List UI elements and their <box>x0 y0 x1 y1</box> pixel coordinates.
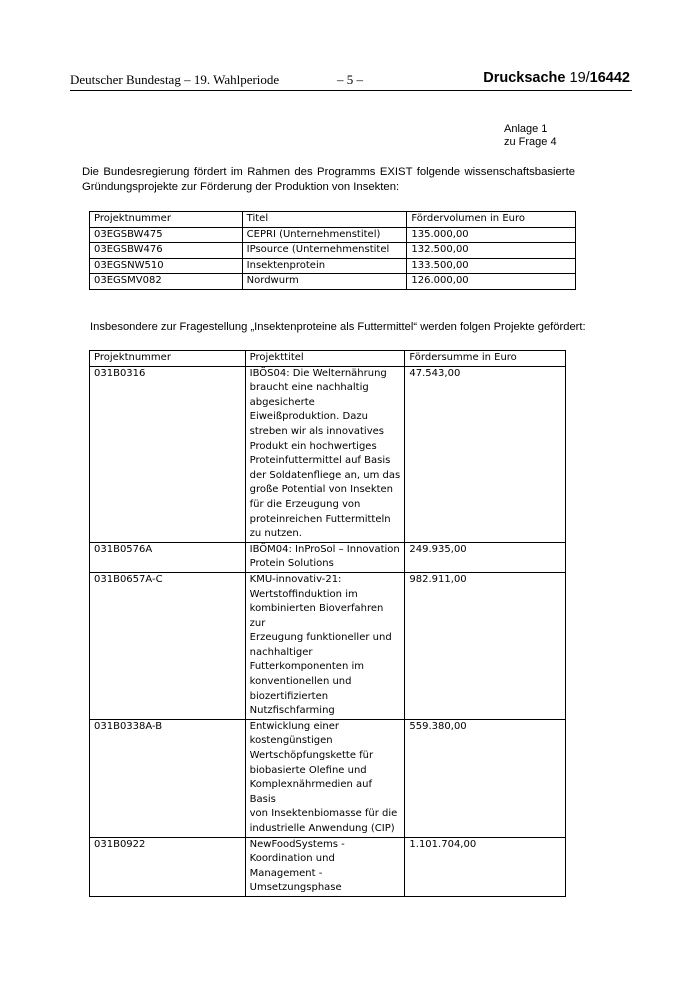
title-line: Wertstoffinduktion im <box>249 588 358 600</box>
table-cell: 133.500,00 <box>407 258 576 274</box>
table-cell: 03EGSBW476 <box>90 243 243 259</box>
title-line: Komplexnährmedien auf Basis <box>249 779 372 805</box>
title-line: IBÖS04: Die Welternährung <box>249 367 387 379</box>
title-line: Umsetzungsphase <box>249 882 342 894</box>
title-line: Management - <box>249 867 323 879</box>
table-row <box>90 258 576 274</box>
anlage-line: Anlage 1 <box>504 123 548 135</box>
project-title <box>245 572 405 719</box>
funding-amount: 47.543,00 <box>405 366 566 542</box>
title-line: Erzeugung funktioneller und <box>249 632 392 644</box>
title-line: streben wir als innovatives <box>249 425 384 437</box>
project-number: 031B0576A <box>90 542 246 572</box>
title-line: biobasierte Olefine und <box>249 764 367 776</box>
table-row <box>90 243 576 259</box>
header-drucksache <box>483 70 630 86</box>
project-number: 031B0922 <box>90 837 246 896</box>
project-number: 031B0657A-C <box>90 572 246 719</box>
title-line: Wertschöpfungskette für <box>249 750 374 762</box>
column-header: Projekttitel <box>245 351 405 367</box>
title-line: Nutzfischfarming <box>249 705 335 717</box>
anlage-note <box>504 123 557 149</box>
page-header <box>70 72 630 92</box>
funding-amount: 559.380,00 <box>405 719 566 837</box>
header-publication: Deutscher Bundestag – 19. Wahlperiode <box>70 72 280 87</box>
column-header: Titel <box>242 212 407 228</box>
futtermittel-intro: Insbesondere zur Fragestellung „Insektenproteine als Futtermittel“ werden folgen Projekte gefördert: <box>90 321 586 333</box>
table-header-row <box>90 351 566 367</box>
project-title <box>245 542 405 572</box>
title-line: konventionellen und <box>249 676 352 688</box>
table-row <box>90 719 566 837</box>
table-cell: Insektenprotein <box>242 258 407 274</box>
drucksache-label: Drucksache <box>483 70 566 86</box>
column-header: Fördersumme in Euro <box>405 351 566 367</box>
futtermittel-projects-table <box>89 350 566 897</box>
title-line: industrielle Anwendung (CIP) <box>249 823 395 834</box>
funding-amount: 249.935,00 <box>405 542 566 572</box>
exist-projects-table <box>89 211 576 290</box>
project-number: 031B0338A-B <box>90 719 246 837</box>
title-line: nachhaltiger <box>249 646 313 658</box>
title-line: der Soldatenfliege an, um das <box>249 469 401 481</box>
title-line: KMU-innovativ-21: <box>249 573 342 585</box>
title-line: abgesicherte <box>249 396 315 408</box>
table-cell: CEPRI (Unternehmenstitel) <box>242 227 407 243</box>
table-row <box>90 542 566 572</box>
title-line: Protein Solutions <box>249 558 334 570</box>
title-line: für die Erzeugung von <box>249 498 361 510</box>
title-line: Eiweißproduktion. Dazu <box>249 411 368 423</box>
table-cell: 03EGSMV082 <box>90 274 243 290</box>
title-line: proteinreichen Futtermitteln <box>249 513 391 525</box>
funding-amount: 1.101.704,00 <box>405 837 566 896</box>
title-line: zu nutzen. <box>249 528 302 540</box>
title-line: IBÖM04: InProSol – Innovation <box>249 543 400 555</box>
title-line: Proteinfuttermittel auf Basis <box>249 455 391 467</box>
title-line: Koordination und <box>249 853 335 865</box>
drucksache-number-prefix: 19/ <box>565 70 590 86</box>
title-line: braucht eine nachhaltig <box>249 382 369 394</box>
project-title <box>245 366 405 542</box>
table-row <box>90 227 576 243</box>
title-line: Futterkomponenten im <box>249 661 364 673</box>
table-cell: 135.000,00 <box>407 227 576 243</box>
project-title <box>245 719 405 837</box>
title-line: biozertifizierten <box>249 690 329 702</box>
table-cell: 126.000,00 <box>407 274 576 290</box>
funding-amount: 982.911,00 <box>405 572 566 719</box>
project-title <box>245 837 405 896</box>
title-line: Produkt ein hochwertiges <box>249 440 377 452</box>
table-cell: IPsource (Unternehmenstitel <box>242 243 407 259</box>
column-header: Projektnummer <box>90 351 246 367</box>
title-line: kostengünstigen <box>249 735 333 747</box>
title-line: Entwicklung einer <box>249 720 339 732</box>
column-header: Fördervolumen in Euro <box>407 212 576 228</box>
title-line: große Potential von Insekten <box>249 484 394 496</box>
table-cell: 03EGSNW510 <box>90 258 243 274</box>
table-row <box>90 274 576 290</box>
title-line: kombinierten Bioverfahren zur <box>249 603 384 629</box>
title-line: NewFoodSystems - <box>249 838 345 850</box>
table-cell: 132.500,00 <box>407 243 576 259</box>
table-cell: Nordwurm <box>242 274 407 290</box>
project-number: 031B0316 <box>90 366 246 542</box>
header-rule <box>70 90 632 91</box>
table-row <box>90 366 566 542</box>
column-header: Projektnummer <box>90 212 243 228</box>
table-header-row <box>90 212 576 228</box>
drucksache-number: 16442 <box>589 70 630 86</box>
header-page-number: – 5 – <box>337 72 363 87</box>
table-cell: 03EGSBW475 <box>90 227 243 243</box>
table-row <box>90 572 566 719</box>
table-row <box>90 837 566 896</box>
intro-paragraph: Die Bundesregierung fördert im Rahmen des Programms EXIST folgende wissenschaftsbasierte Gründungsprojekte zur Förderung der Produktion von Insekten: <box>82 166 575 193</box>
title-line: von Insektenbiomasse für die <box>249 808 398 820</box>
anlage-reference: zu Frage 4 <box>504 136 557 148</box>
